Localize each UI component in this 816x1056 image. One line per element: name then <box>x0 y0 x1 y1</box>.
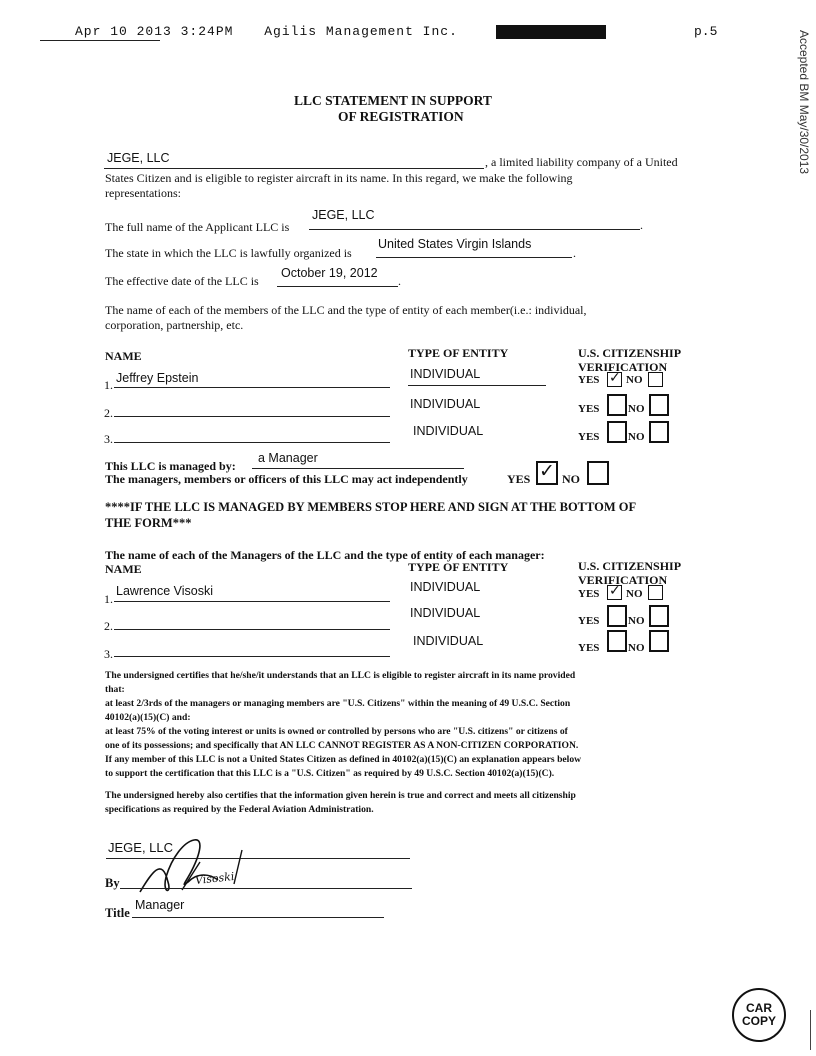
fax-header-underline <box>40 40 160 41</box>
state-label: The state in which the LLC is lawfully organized is <box>105 246 352 260</box>
signature-title-value: Manager <box>135 898 185 912</box>
state-line <box>376 257 572 258</box>
state-end: . <box>573 246 576 260</box>
certification-line-1: The undersigned certifies that he/she/it understands that an LLC is eligible to register aircraft in its name provided <box>105 670 576 681</box>
member-2-type: INDIVIDUAL <box>410 397 481 411</box>
managed-independent-no-label: NO <box>562 472 580 486</box>
manager-1-yes-checkmark: ✓ <box>609 583 621 599</box>
stop-notice-line1: ****IF THE LLC IS MANAGED BY MEMBERS STOP HERE AND SIGN AT THE BOTTOM OF <box>105 500 637 514</box>
manager-1-line <box>114 601 390 602</box>
manager-1-no-checkbox[interactable] <box>648 585 663 600</box>
manager-1-type: INDIVIDUAL <box>410 580 481 594</box>
member-1-number: 1. <box>104 378 113 392</box>
manager-2-no-label: NO <box>628 615 645 627</box>
managed-independent-yes-checkmark: ✓ <box>539 460 555 482</box>
right-edge-mark <box>810 1010 811 1050</box>
manager-2-no-checkbox[interactable] <box>649 605 669 627</box>
member-1-no-checkbox[interactable] <box>648 372 663 387</box>
manager-2-type: INDIVIDUAL <box>410 606 481 620</box>
managed-by-line <box>252 468 464 469</box>
members-instruction-line2: corporation, partnership, etc. <box>105 318 244 332</box>
member-3-type: INDIVIDUAL <box>413 424 484 438</box>
manager-3-yes-checkbox[interactable] <box>607 630 627 652</box>
form-title-line1: LLC STATEMENT IN SUPPORT <box>294 93 492 108</box>
member-3-no-label: NO <box>628 431 645 443</box>
fax-company: Agilis Management Inc. <box>264 24 458 39</box>
managers-instruction: The name of each of the Managers of the LLC and the type of entity of each manager: <box>105 548 545 562</box>
manager-1-name: Lawrence Visoski <box>116 584 214 598</box>
manager-3-type: INDIVIDUAL <box>413 634 484 648</box>
member-2-no-label: NO <box>628 403 645 415</box>
signature-entity: JEGE, LLC <box>108 840 174 855</box>
certification-line-8: to support the certification that this LLC is a "U.S. Citizen" as required by 49 U.S.C. Section 40102(a)(15)(C). <box>105 768 555 779</box>
managed-independent-no-checkbox[interactable] <box>587 461 609 485</box>
effective-date-end: . <box>398 274 401 288</box>
car-copy-stamp <box>732 988 786 1042</box>
member-1-type: INDIVIDUAL <box>410 367 481 381</box>
intro-text3: representations: <box>105 186 181 200</box>
member-3-yes-checkbox[interactable] <box>607 421 627 443</box>
manager-2-yes-label: YES <box>578 615 600 627</box>
signature-title-label: Title <box>105 906 130 920</box>
manager-3-number: 3. <box>104 647 113 661</box>
effective-date-line <box>277 286 398 287</box>
manager-2-line <box>114 629 390 630</box>
full-name-label: The full name of the Applicant LLC is <box>105 220 290 234</box>
manager-3-yes-label: YES <box>578 642 600 654</box>
manager-1-no-label: NO <box>626 588 643 600</box>
certification-line-2: that: <box>105 684 125 695</box>
intro-text2: States Citizen and is eligible to register aircraft in its name. In this regard, we make the following <box>105 171 573 185</box>
certification-line-5: at least 75% of the voting interest or units is owned or controlled by persons who are "U.S. citizens" or citizens of <box>105 726 568 737</box>
intro-text1: , a limited liability company of a United <box>485 155 678 169</box>
manager-2-number: 2. <box>104 619 113 633</box>
member-3-number: 3. <box>104 432 113 446</box>
member-2-yes-checkbox[interactable] <box>607 394 627 416</box>
managed-independent-text: The managers, members or officers of this LLC may act independently <box>105 472 468 486</box>
fax-date-time: Apr 10 2013 3:24PM <box>75 24 234 39</box>
intro-company-name: JEGE, LLC <box>107 151 170 165</box>
car-copy-line1: CAR <box>746 1001 772 1015</box>
member-1-type-line <box>408 385 546 386</box>
member-3-yes-label: YES <box>578 431 600 443</box>
form-title-line2: OF REGISTRATION <box>338 109 464 124</box>
managers-header-citizenship: U.S. CITIZENSHIP <box>578 559 682 573</box>
members-header-name: NAME <box>105 349 142 363</box>
manager-3-line <box>114 656 390 657</box>
certification-line-3: at least 2/3rds of the managers or managing members are "U.S. Citizens" within the meaning of 49 U.S.C. Section <box>105 698 571 709</box>
redaction-block <box>496 25 606 39</box>
manager-1-yes-label: YES <box>578 588 600 600</box>
manager-1-number: 1. <box>104 592 113 606</box>
certification-line-6: one of its possessions; and specifically that AN LLC CANNOT REGISTER AS A NON-CITIZEN CORPORATION. <box>105 740 579 751</box>
managed-independent-yes-label: YES <box>507 472 531 486</box>
accepted-stamp: Accepted BM May/30/2013 <box>797 30 811 175</box>
manager-3-no-label: NO <box>628 642 645 654</box>
also-certifies-line-1: The undersigned hereby also certifies that the information given herein is true and correct and meets all citizenship <box>105 790 576 801</box>
intro-company-line <box>104 168 484 169</box>
fax-page-number: p.5 <box>694 24 718 39</box>
full-name-value: JEGE, LLC <box>312 208 375 222</box>
member-2-line <box>114 416 390 417</box>
certification-line-7: If any member of this LLC is not a United States Citizen as defined in 40102(a)(15)(C) an explanation appears below <box>105 754 582 765</box>
member-2-no-checkbox[interactable] <box>649 394 669 416</box>
member-1-yes-label: YES <box>578 374 600 386</box>
signature-title-line <box>132 917 384 918</box>
full-name-line <box>309 229 640 230</box>
members-header-citizenship: U.S. CITIZENSHIP <box>578 346 682 360</box>
signature-signed-name: Visoski <box>194 869 235 888</box>
stop-notice-line2: THE FORM*** <box>105 516 192 530</box>
fax-header <box>75 24 458 39</box>
members-header-type: TYPE OF ENTITY <box>408 346 509 360</box>
state-value: United States Virgin Islands <box>378 237 532 251</box>
car-copy-line2: COPY <box>741 1014 776 1028</box>
member-2-number: 2. <box>104 406 113 420</box>
managers-header-name: NAME <box>105 562 142 576</box>
members-instruction-line1: The name of each of the members of the LLC and the type of entity of each member(i.e.: individual, <box>105 303 587 317</box>
member-1-line <box>114 387 390 388</box>
member-1-no-label: NO <box>626 374 643 386</box>
member-2-yes-label: YES <box>578 403 600 415</box>
effective-date-value: October 19, 2012 <box>281 266 378 280</box>
manager-3-no-checkbox[interactable] <box>649 630 669 652</box>
managed-by-value: a Manager <box>258 451 318 465</box>
member-3-line <box>114 442 390 443</box>
member-1-name: Jeffrey Epstein <box>116 371 199 385</box>
signature-by-label: By <box>105 876 120 890</box>
also-certifies-line-2: specifications as required by the Federal Aviation Administration. <box>105 804 374 815</box>
signature-by-line <box>120 888 412 889</box>
certification-line-4: 40102(a)(15)(C) and: <box>105 712 191 723</box>
manager-2-yes-checkbox[interactable] <box>607 605 627 627</box>
member-3-no-checkbox[interactable] <box>649 421 669 443</box>
managers-header-type: TYPE OF ENTITY <box>408 560 509 574</box>
members-header-verification: VERIFICATION <box>578 360 668 374</box>
signature-scribble <box>122 832 322 902</box>
full-name-end: . <box>640 218 643 232</box>
effective-date-label: The effective date of the LLC is <box>105 274 259 288</box>
managed-by-label: This LLC is managed by: <box>105 459 236 473</box>
managers-header-verification: VERIFICATION <box>578 573 668 587</box>
member-1-yes-checkmark: ✓ <box>609 370 621 386</box>
